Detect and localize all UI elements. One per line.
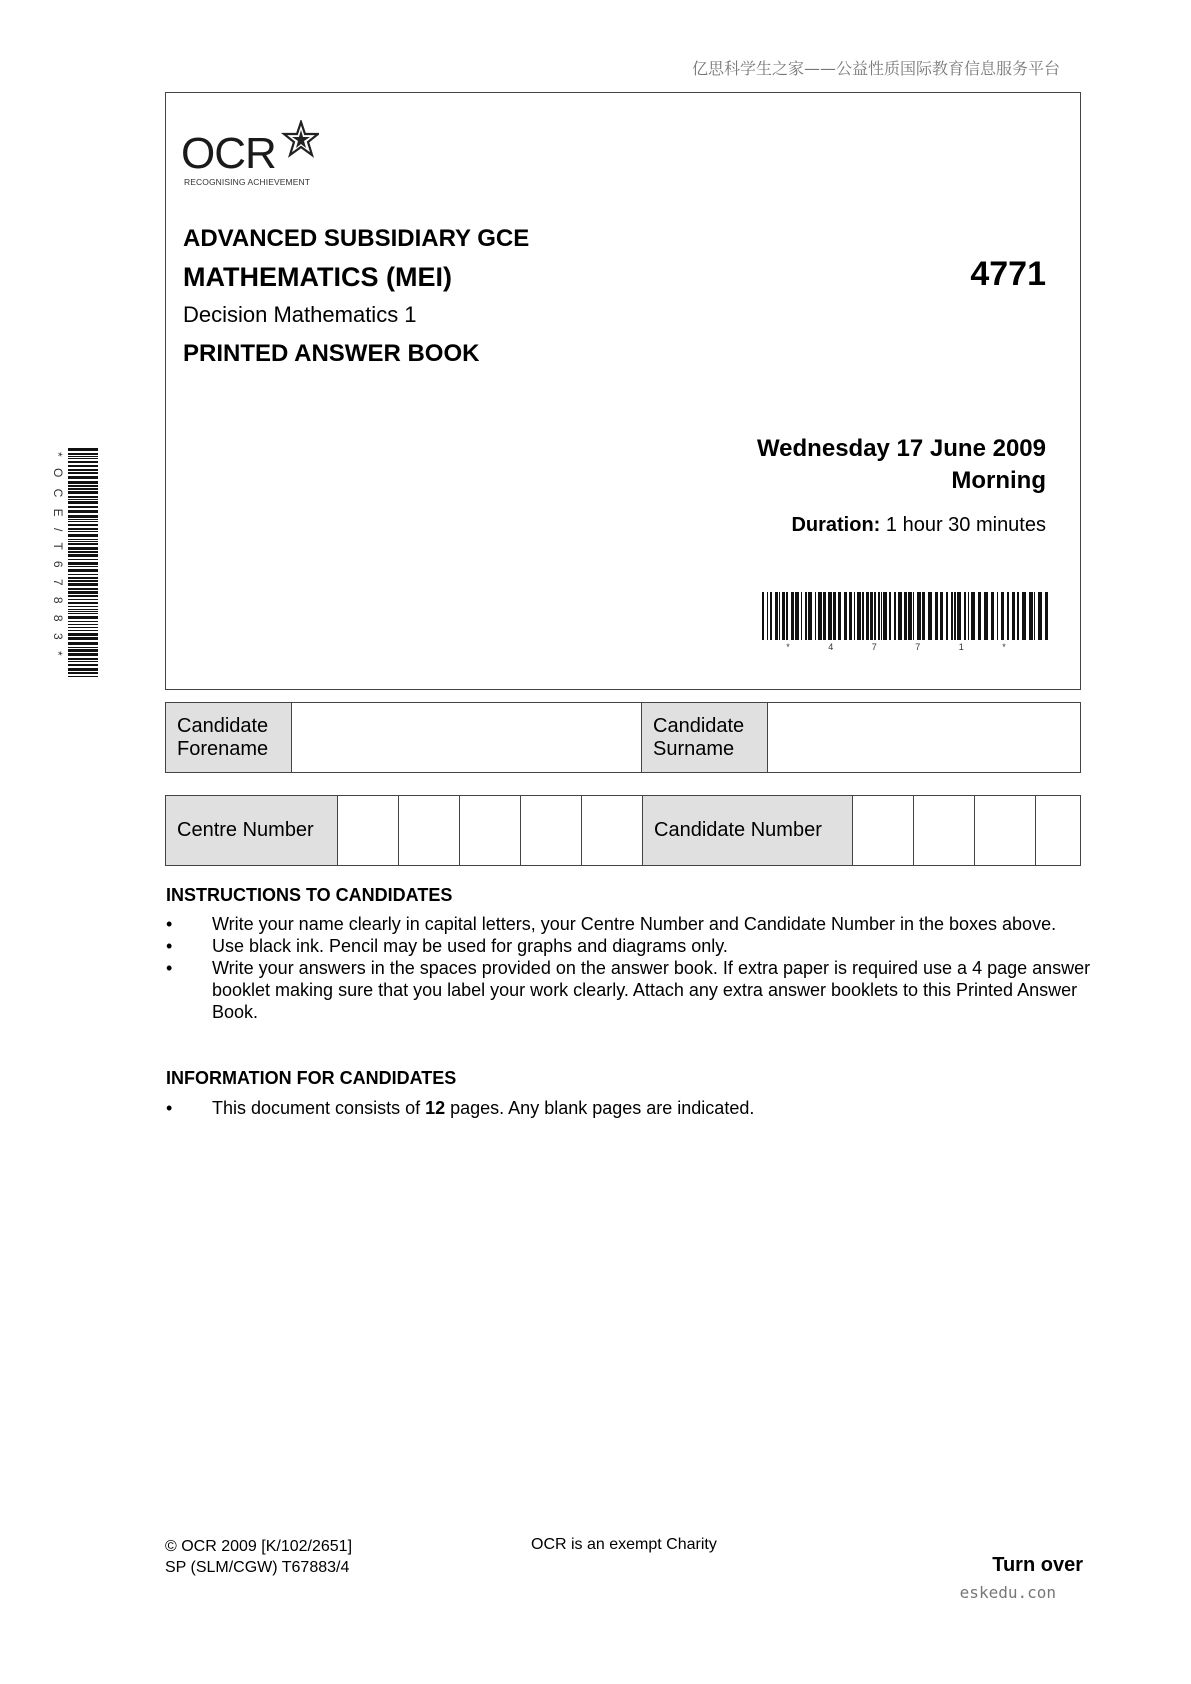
information-item: • This document consists of 12 pages. Any blank pages are indicated. <box>166 1098 755 1118</box>
star-icon <box>281 120 319 160</box>
centre-number-digit-box[interactable] <box>338 796 399 866</box>
barcode-bar <box>815 592 816 640</box>
instruction-item: • Write your answers in the spaces provided on the answer book. If extra paper is required use a 4 page answer booklet making sure that you label your work clearly. Attach any extra answer booklets to this Printed Answer Book. <box>166 958 1091 1022</box>
surname-label-line1: Candidate <box>653 714 745 737</box>
instructions-heading: INSTRUCTIONS TO CANDIDATES <box>166 885 453 905</box>
barcode-bar <box>883 592 887 640</box>
side-barcode-bar <box>68 496 98 498</box>
barcode-bar <box>779 592 780 640</box>
barcode-bar <box>1007 592 1009 640</box>
candidate-number-digit-box[interactable] <box>1036 796 1081 866</box>
side-barcode-bar <box>68 599 98 600</box>
side-barcode-bar <box>68 588 98 590</box>
side-barcode-bar <box>68 562 98 565</box>
forename-input-box[interactable] <box>292 703 642 773</box>
barcode <box>762 592 1048 652</box>
exam-date: Wednesday 17 June 2009 <box>756 435 1046 462</box>
side-barcode-bar <box>68 611 98 612</box>
side-barcode-bar <box>68 534 98 537</box>
barcode-bar <box>795 592 799 640</box>
side-barcode <box>50 448 98 680</box>
side-barcode-bar <box>68 488 98 490</box>
barcode-bar <box>870 592 873 640</box>
side-barcode-bar <box>68 485 98 487</box>
barcode-bar <box>805 592 807 640</box>
centre-number-label: Centre Number <box>166 796 338 866</box>
instruction-text: Write your name clearly in capital letters, your Centre Number and Candidate Number in the boxes above. <box>212 914 1057 934</box>
barcode-bar <box>770 592 772 640</box>
barcode-bar <box>801 592 802 640</box>
side-barcode-bar <box>68 501 98 504</box>
information-text <box>212 1098 754 1118</box>
side-barcode-bar <box>68 566 98 567</box>
barcode-bar <box>1012 592 1015 640</box>
side-barcode-bar <box>68 591 98 594</box>
barcode-bar <box>1029 592 1033 640</box>
barcode-bar <box>1034 592 1035 640</box>
side-barcode-bar <box>68 569 98 572</box>
centre-number-digit-box[interactable] <box>582 796 643 866</box>
side-barcode-bar <box>68 528 98 530</box>
side-barcode-bar <box>68 543 98 545</box>
barcode-bar <box>775 592 778 640</box>
subject-title: MATHEMATICS (MEI) <box>183 262 452 292</box>
barcode-bar <box>1038 592 1042 640</box>
side-barcode-bar <box>68 613 98 614</box>
page-count: 12 <box>425 1098 446 1118</box>
barcode-bar <box>964 592 966 640</box>
side-barcode-bar <box>68 491 98 494</box>
information-heading: INFORMATION FOR CANDIDATES <box>166 1068 457 1088</box>
surname-label-line2: Surname <box>653 737 735 760</box>
side-barcode-bar <box>68 524 98 526</box>
barcode-bar <box>917 592 921 640</box>
barcode-bar <box>957 592 961 640</box>
side-barcode-text: * O C E / T 6 7 8 8 3 * <box>51 452 65 660</box>
side-barcode-bar <box>68 465 98 467</box>
barcode-bar <box>935 592 938 640</box>
instruction-text: Use black ink. Pencil may be used for graphs and diagrams only. <box>212 936 728 956</box>
barcode-bar <box>791 592 794 640</box>
side-barcode-bar <box>68 633 98 636</box>
side-barcode-bar <box>68 649 98 652</box>
side-barcode-bar <box>68 453 98 455</box>
centre-number-digit-box[interactable] <box>460 796 521 866</box>
footer-copyright: © OCR 2009 [K/102/2651] <box>165 1538 353 1555</box>
instruction-text: Write your answers in the spaces provided on the answer book. If extra paper is required use a 4 page answer booklet making sure that you label your work clearly. Attach any extra answer booklets to this Printed Answer Book. <box>212 958 1091 1022</box>
barcode-bar <box>991 592 994 640</box>
barcode-bar <box>946 592 948 640</box>
side-barcode-bar <box>68 661 98 662</box>
side-barcode-bar <box>68 521 98 522</box>
barcode-bar <box>767 592 768 640</box>
exam-session: Morning <box>951 467 1046 494</box>
barcode-bar <box>997 592 998 640</box>
barcode-bar <box>818 592 822 640</box>
side-barcode-bar <box>68 481 98 484</box>
barcode-bar <box>971 592 975 640</box>
side-barcode-bar <box>68 506 98 508</box>
candidate-number-digit-box[interactable] <box>975 796 1036 866</box>
side-barcode-bar <box>68 577 98 579</box>
side-barcode-bar <box>68 531 98 532</box>
barcode-bar <box>889 592 891 640</box>
side-barcode-bar <box>68 624 98 625</box>
barcode-bar <box>857 592 861 640</box>
instruction-item: • Write your name clearly in capital letters, your Centre Number and Candidate Number in the boxes above. <box>166 914 1057 934</box>
side-barcode-bar <box>68 448 98 451</box>
side-barcode-bar <box>68 554 98 557</box>
side-barcode-bar <box>68 676 98 677</box>
barcode-bar <box>922 592 925 640</box>
side-barcode-bar <box>68 609 98 610</box>
side-barcode-bar <box>68 580 98 582</box>
unit-code: 4771 <box>970 255 1046 293</box>
barcode-bar <box>904 592 907 640</box>
side-barcode-bar <box>68 551 98 553</box>
barcode-bar <box>838 592 841 640</box>
instructions-list <box>166 913 1092 1023</box>
side-barcode-bar <box>68 539 98 540</box>
side-barcode-bar <box>68 515 98 518</box>
side-barcode-bar <box>68 583 98 586</box>
barcode-bar <box>782 592 785 640</box>
candidate-number-digit-box[interactable] <box>853 796 914 866</box>
book-type: PRINTED ANSWER BOOK <box>183 340 480 367</box>
side-barcode-bar <box>68 653 98 656</box>
barcode-bar <box>878 592 880 640</box>
side-barcode-bar <box>68 476 98 479</box>
barcode-bar <box>844 592 847 640</box>
candidate-number-digit-box[interactable] <box>914 796 975 866</box>
barcode-bar <box>978 592 981 640</box>
side-barcode-bar <box>68 510 98 513</box>
barcode-bar <box>823 592 826 640</box>
ocr-logo <box>181 118 351 190</box>
barcode-bar <box>898 592 902 640</box>
information-list <box>166 1097 1092 1119</box>
forename-label-line1: Candidate <box>177 714 269 737</box>
footer-charity: OCR is an exempt Charity <box>531 1536 717 1553</box>
side-barcode-bar <box>68 595 98 597</box>
side-barcode-bar <box>68 664 98 666</box>
side-barcode-bar <box>68 472 98 474</box>
unit-title: Decision Mathematics 1 <box>183 302 417 327</box>
barcode-bar <box>913 592 914 640</box>
info-prefix: This document consists of <box>212 1098 426 1118</box>
barcode-bar <box>908 592 912 640</box>
footer-reference: SP (SLM/CGW) T67883/4 <box>165 1559 350 1576</box>
candidate-number-table <box>165 795 1081 866</box>
side-barcode-bar <box>68 630 98 631</box>
barcode-bar <box>808 592 812 640</box>
side-barcode-bar <box>68 456 98 457</box>
side-barcode-bar <box>68 574 98 575</box>
barcode-bar <box>940 592 943 640</box>
logo-wordmark: OCR <box>181 129 276 178</box>
duration-label: Duration: <box>791 514 881 536</box>
side-barcode-bar <box>68 616 98 619</box>
side-barcode-bar <box>68 458 98 459</box>
side-barcode-bar <box>68 672 98 674</box>
barcode-bar <box>968 592 969 640</box>
forename-label-line2: Forename <box>177 737 269 760</box>
side-barcode-bar <box>68 602 98 604</box>
side-barcode-bar <box>68 606 98 607</box>
candidate-number-label: Candidate Number <box>643 796 853 866</box>
duration-value: 1 hour 30 minutes <box>885 514 1046 536</box>
barcode-bar <box>894 592 896 640</box>
side-barcode-bar <box>68 642 98 645</box>
barcode-bar <box>1001 592 1004 640</box>
forename-label <box>166 703 292 773</box>
footer-left <box>165 1536 352 1578</box>
side-barcode-bar <box>68 461 98 463</box>
barcode-bar <box>1022 592 1026 640</box>
centre-number-digit-box[interactable] <box>399 796 460 866</box>
side-barcode-bar <box>68 519 98 520</box>
barcode-bar <box>828 592 832 640</box>
barcode-bar <box>874 592 876 640</box>
barcode-bar <box>881 592 882 640</box>
turn-over-label: Turn over <box>992 1554 1083 1576</box>
barcode-bar <box>762 592 764 640</box>
exam-duration <box>791 514 1046 537</box>
barcode-text: * 4 7 7 1 * <box>786 642 1024 652</box>
instruction-item: • Use black ink. Pencil may be used for graphs and diagrams only. <box>166 936 728 956</box>
candidate-name-table <box>165 702 1081 773</box>
barcode-bar <box>786 592 788 640</box>
barcode-bar <box>984 592 988 640</box>
surname-input-box[interactable] <box>768 703 1081 773</box>
barcode-bar <box>854 592 855 640</box>
side-barcode-bar <box>68 658 98 660</box>
watermark-bottom: eskedu.con <box>959 1583 1056 1602</box>
watermark-top: 亿思科学生之家——公益性质国际教育信息服务平台 <box>691 59 1060 78</box>
barcode-bar <box>951 592 953 640</box>
side-barcode-bar <box>68 627 98 628</box>
barcode-bar <box>849 592 852 640</box>
barcode-bar <box>928 592 932 640</box>
barcode-bar <box>1017 592 1019 640</box>
side-barcode-bar <box>68 647 98 648</box>
side-barcode-bar <box>68 559 98 560</box>
side-barcode-bar <box>68 469 98 471</box>
side-barcode-bar <box>68 637 98 640</box>
logo-tagline: RECOGNISING ACHIEVEMENT <box>184 177 311 187</box>
side-barcode-bar <box>68 499 98 500</box>
barcode-bar <box>833 592 836 640</box>
side-barcode-bar <box>68 621 98 622</box>
barcode-bar <box>866 592 869 640</box>
side-barcode-bar <box>68 541 98 542</box>
centre-number-digit-box[interactable] <box>521 796 582 866</box>
surname-label <box>642 703 768 773</box>
info-suffix: pages. Any blank pages are indicated. <box>445 1098 755 1118</box>
qualification: ADVANCED SUBSIDIARY GCE <box>183 225 530 252</box>
barcode-bar <box>1045 592 1048 640</box>
barcode-bar <box>862 592 864 640</box>
barcode-bar <box>954 592 956 640</box>
side-barcode-bar <box>68 547 98 550</box>
side-barcode-bar <box>68 668 98 671</box>
